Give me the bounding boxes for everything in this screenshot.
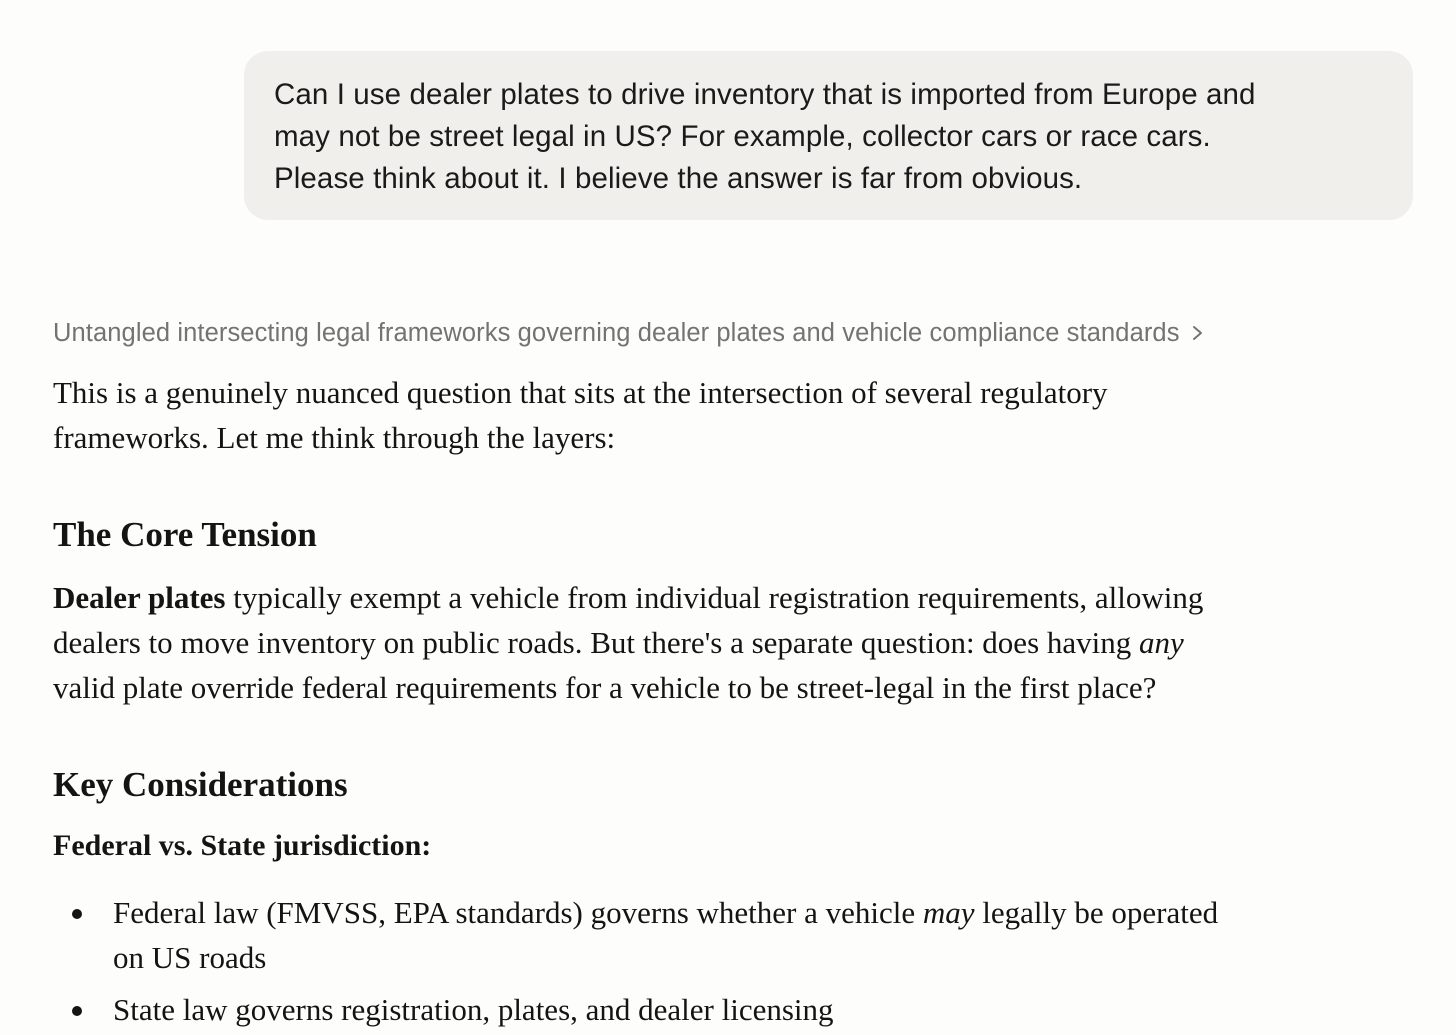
core-tension-heading: The Core Tension (53, 515, 317, 554)
considerations-list (53, 890, 1373, 1032)
thinking-summary-text[interactable]: Untangled intersecting legal frameworks governing dealer plates and vehicle compliance standards (53, 319, 1180, 347)
list-item (53, 890, 1373, 980)
user-message-bubble (244, 51, 1413, 220)
core-text: dealers to move inventory on public roads. But there's a separate question: does having (53, 625, 1139, 660)
dealer-plates-bold: Dealer plates (53, 580, 226, 615)
core-text: typically exempt a vehicle from individual registration requirements, allowing (225, 580, 1204, 615)
response-intro (53, 370, 1373, 460)
list-item-text: on US roads (113, 940, 267, 975)
user-message-line: Please think about it. I believe the answer is far from obvious. (274, 162, 1083, 195)
core-text: valid plate override federal requirements for a vehicle to be street-legal in the first place? (53, 670, 1157, 705)
thinking-summary-toggle[interactable] (53, 313, 1206, 353)
user-message-line: may not be street legal in US? For example, collector cars or race cars. (274, 120, 1211, 153)
bullet-icon (72, 1006, 82, 1016)
list-item (53, 987, 1373, 1032)
intro-line: This is a genuinely nuanced question that sits at the intersection of several regulatory (53, 375, 1108, 410)
core-tension-paragraph (53, 575, 1373, 710)
list-item-text: State law governs registration, plates, and dealer licensing (113, 992, 834, 1027)
user-message-line: Can I use dealer plates to drive inventory that is imported from Europe and (274, 78, 1256, 111)
list-item-text: Federal law (FMVSS, EPA standards) governs whether a vehicle (113, 895, 923, 930)
any-italic: any (1139, 625, 1184, 660)
user-message-text (274, 74, 1383, 200)
chevron-right-icon[interactable] (1190, 323, 1206, 343)
bullet-icon (72, 909, 82, 919)
may-italic: may (922, 895, 975, 930)
assistant-response (53, 370, 1373, 1032)
federal-vs-state-heading: Federal vs. State jurisdiction: (53, 829, 432, 862)
intro-line: frameworks. Let me think through the layers: (53, 420, 616, 455)
key-considerations-heading: Key Considerations (53, 765, 348, 804)
list-item-text: legally be operated (974, 895, 1219, 930)
